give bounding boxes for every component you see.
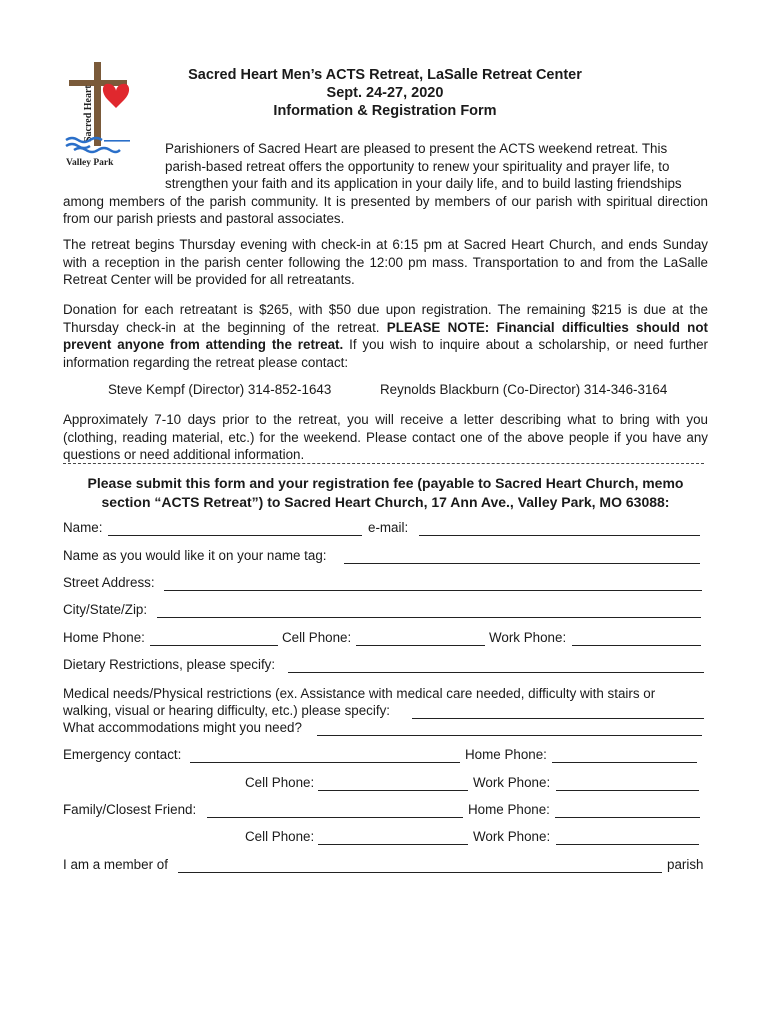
page-title xyxy=(150,66,620,120)
title-line-3: Information & Registration Form xyxy=(273,103,497,119)
accommodations-label: What accommodations might you need? xyxy=(63,720,302,735)
home-phone-field[interactable] xyxy=(150,645,278,646)
city-row xyxy=(63,602,708,620)
street-label: Street Address: xyxy=(63,575,155,590)
donation-paragraph xyxy=(63,301,708,371)
dashed-divider xyxy=(63,463,704,464)
work-phone-field[interactable] xyxy=(572,645,701,646)
emergency-home-phone-field[interactable] xyxy=(552,762,697,763)
heart-icon xyxy=(103,84,129,108)
intro-paragraph xyxy=(63,140,708,228)
family-label: Family/Closest Friend: xyxy=(63,802,197,817)
name-row xyxy=(63,520,708,538)
title-line-2: Sept. 24-27, 2020 xyxy=(326,85,444,101)
city-field[interactable] xyxy=(157,617,701,618)
medical-label-line-2: walking, visual or hearing difficulty, etc.) please specify: xyxy=(63,703,390,718)
parish-row xyxy=(63,857,708,875)
cell-phone-label: Cell Phone: xyxy=(282,630,352,645)
name-tag-field[interactable] xyxy=(344,563,700,564)
emergency-row xyxy=(63,747,708,765)
emergency-work-phone-label: Work Phone: xyxy=(473,775,551,790)
member-of-label: I am a member of xyxy=(63,857,168,872)
accommodations-field[interactable] xyxy=(317,735,702,736)
street-row xyxy=(63,575,708,593)
family-phones-row xyxy=(63,829,708,847)
intro-line-1: Parishioners of Sacred Heart are pleased to present the ACTS weekend retreat. This xyxy=(165,141,668,156)
city-label: City/State/Zip: xyxy=(63,602,148,617)
letter-paragraph: Approximately 7-10 days prior to the retreat, you will receive a letter describing what to bring with you (clothing, reading material, etc.) for the weekend. Please contact one of the above people if you have any questions or need additional information. xyxy=(63,412,708,463)
family-row xyxy=(63,802,708,820)
logo-vertical-text: Sacred Heart xyxy=(83,85,94,142)
title-line-1: Sacred Heart Men’s ACTS Retreat, LaSalle Retreat Center xyxy=(188,67,582,83)
family-home-phone-label: Home Phone: xyxy=(468,802,550,817)
family-work-phone-label: Work Phone: xyxy=(473,829,551,844)
street-field[interactable] xyxy=(164,590,702,591)
emergency-home-phone-label: Home Phone: xyxy=(465,747,547,762)
email-field[interactable] xyxy=(419,535,700,536)
home-phone-label: Home Phone: xyxy=(63,630,145,645)
cell-phone-field[interactable] xyxy=(356,645,485,646)
intro-rest: among members of the parish community. It is presented by members of our parish with spiritual direction from our parish priests and pastoral associates. xyxy=(63,193,708,227)
email-label: e-mail: xyxy=(368,520,409,535)
donation-note: PLEASE NOTE: Financial difficulties should not prevent anyone from attending the retreat. xyxy=(63,319,708,353)
donation-text-2: If you wish to inquire about a scholarship, or need further information regarding the retreat please contact: xyxy=(63,337,708,370)
family-cell-phone-label: Cell Phone: xyxy=(245,829,315,844)
emergency-cell-phone-field[interactable] xyxy=(318,790,468,791)
intro-line-3: strengthen your faith and its application in your daily life, and to build lasting friendships xyxy=(165,176,682,192)
logo-caption: Valley Park xyxy=(66,158,114,168)
emergency-work-phone-field[interactable] xyxy=(556,790,699,791)
dietary-row xyxy=(63,657,708,675)
medical-row-1 xyxy=(63,686,708,704)
emergency-label: Emergency contact: xyxy=(63,747,182,762)
phones-row xyxy=(63,630,708,648)
name-label: Name: xyxy=(63,520,103,535)
submit-line-1: Please submit this form and your registration fee (payable to Sacred Heart Church, memo xyxy=(87,475,684,491)
accommodations-row xyxy=(63,720,708,738)
intro-line-2: parish-based retreat offers the opportunity to renew your spirituality and prayer life, to xyxy=(165,158,670,174)
parish-label: parish xyxy=(667,857,704,872)
family-cell-phone-field[interactable] xyxy=(318,844,468,845)
name-field[interactable] xyxy=(108,535,362,536)
cross-vertical-icon xyxy=(94,62,101,146)
parish-field[interactable] xyxy=(178,872,662,873)
donation-text-1: Donation for each retreatant is $265, with $50 due upon registration. The remaining $215 is due at the Thursday check-in at the beginning of the retreat. xyxy=(63,302,708,335)
codirector-contact: Reynolds Blackburn (Co-Director) 314-346-3164 xyxy=(380,382,668,397)
medical-label-line-1: Medical needs/Physical restrictions (ex. Assistance with medical care needed, difficulty with stairs or xyxy=(63,686,656,701)
family-work-phone-field[interactable] xyxy=(556,844,699,845)
submit-instructions xyxy=(63,474,708,511)
dietary-field[interactable] xyxy=(288,672,704,673)
emergency-cell-phone-label: Cell Phone: xyxy=(245,775,315,790)
cross-horizontal-icon xyxy=(69,80,127,86)
name-tag-row xyxy=(63,548,708,566)
medical-field[interactable] xyxy=(412,718,704,719)
director-contact: Steve Kempf (Director) 314-852-1643 xyxy=(108,382,332,397)
work-phone-label: Work Phone: xyxy=(489,630,567,645)
name-tag-label: Name as you would like it on your name tag: xyxy=(63,548,327,563)
medical-row-2 xyxy=(63,703,708,721)
dietary-label: Dietary Restrictions, please specify: xyxy=(63,657,276,672)
family-home-phone-field[interactable] xyxy=(555,817,700,818)
submit-line-2: section “ACTS Retreat”) to Sacred Heart Church, 17 Ann Ave., Valley Park, MO 63088: xyxy=(101,493,670,510)
retreat-paragraph: The retreat begins Thursday evening with check-in at 6:15 pm at Sacred Heart Church, and ends Sunday with a reception in the parish center following the 12:00 pm mass. Transportation to and from the LaSalle Retreat Center will be provided for all retreatants. xyxy=(63,237,708,288)
emergency-phones-row xyxy=(63,775,708,793)
emergency-field[interactable] xyxy=(190,762,460,763)
family-field[interactable] xyxy=(207,817,463,818)
